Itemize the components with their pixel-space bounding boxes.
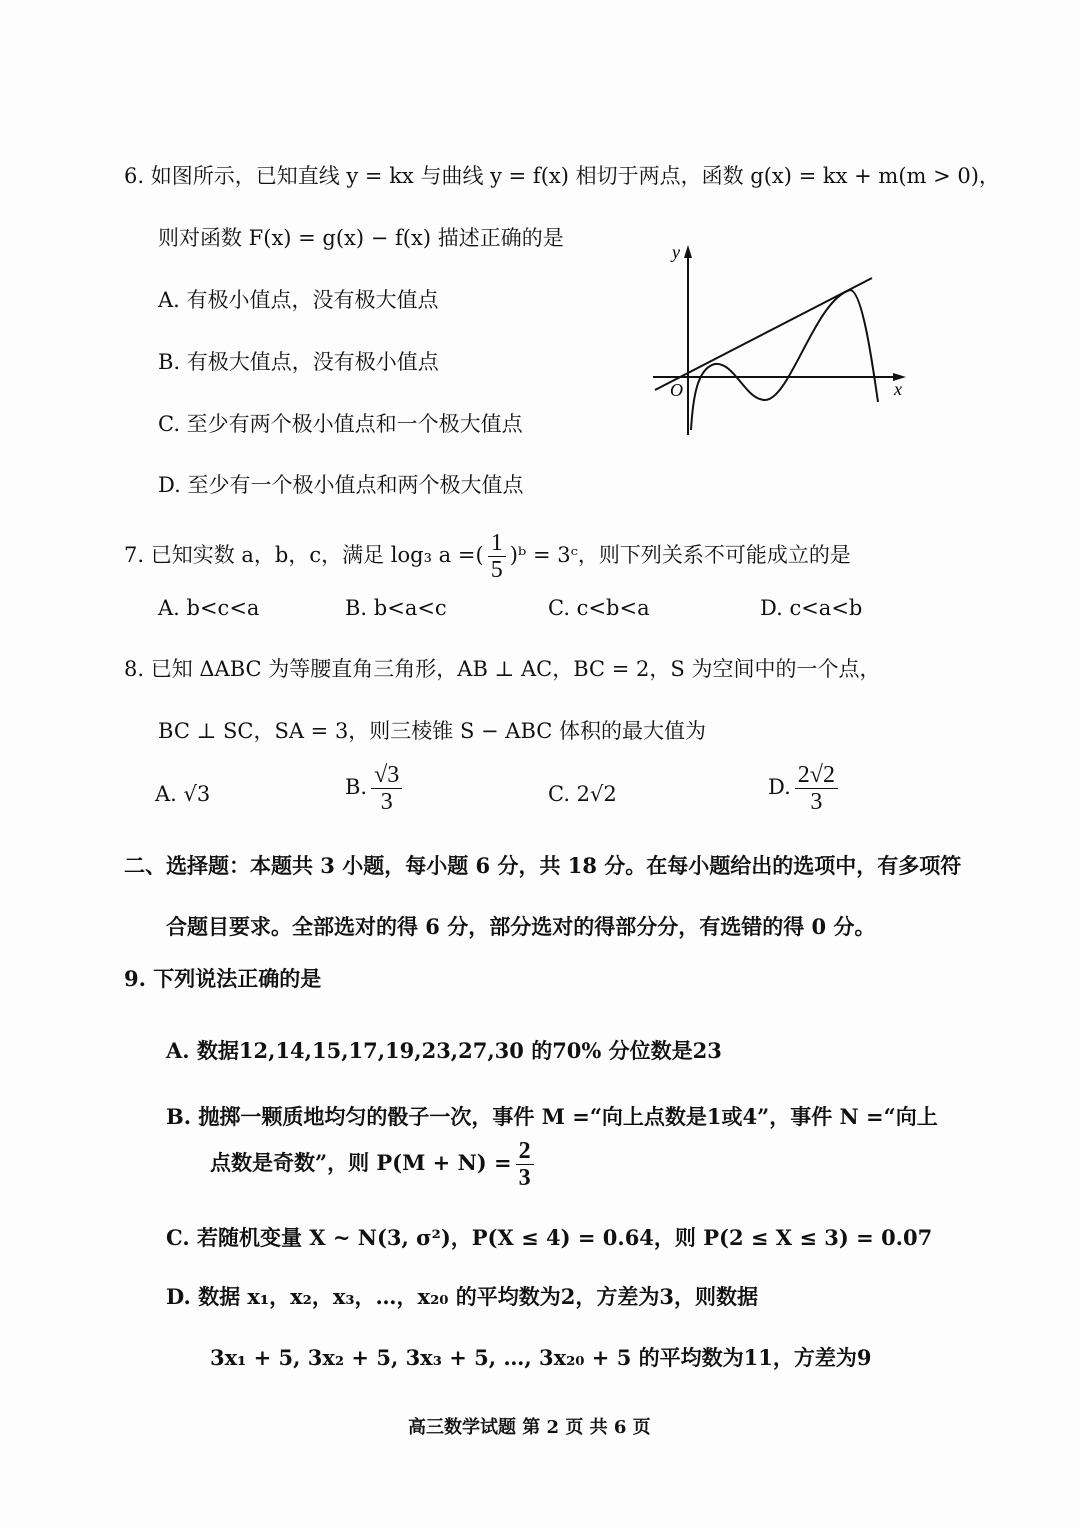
frac-den: 3 (810, 789, 823, 815)
q8-option-d-fraction (795, 762, 838, 815)
section2-heading-line1: 二、选择题：本题共 3 小题，每小题 6 分，共 18 分。在每小题给出的选项中，有多项符 (124, 853, 962, 878)
q7-option-a: A. b<c<a (158, 596, 260, 620)
frac-den: 3 (518, 1165, 531, 1191)
q6-stem-line2: 则对函数 F(x) = g(x) − f(x) 描述正确的是 (158, 226, 564, 250)
q8-option-b (345, 762, 406, 815)
q8-stem-line1: 8. 已知 ΔABC 为等腰直角三角形，AB ⊥ AC，BC = 2，S 为空间中的一个点， (124, 657, 881, 681)
q7-option-d: D. c<a<b (760, 596, 863, 620)
q8-option-d (768, 762, 842, 815)
q7-stem-part1: 7. 已知实数 a，b，c，满足 log₃ a = (124, 543, 476, 567)
origin-label: O (670, 380, 683, 400)
q9-option-d-line2: 3x₁ + 5, 3x₂ + 5, 3x₃ + 5, …, 3x₂₀ + 5 的平均数为11，方差为9 (210, 1345, 872, 1370)
x-axis-label: x (894, 379, 902, 399)
q7-option-c: C. c<b<a (548, 596, 650, 620)
q6-option-b: B. 有极大值点，没有极小值点 (158, 350, 439, 374)
q6-function-graph (640, 240, 920, 440)
q6-option-d: D. 至少有一个极小值点和两个极大值点 (158, 473, 524, 497)
q8-option-c: C. 2√2 (548, 782, 617, 806)
section2-heading-line2: 合题目要求。全部选对的得 6 分，部分选对的得部分分，有选错的得 0 分。 (166, 914, 876, 939)
q9-option-b-text: 点数是奇数”，则 P(M + N) = (210, 1150, 512, 1175)
frac-num: 2√2 (795, 762, 838, 789)
frac-num: √3 (371, 762, 402, 789)
q9-option-a: A. 数据12,14,15,17,19,23,27,30 的70% 分位数是23 (166, 1038, 722, 1063)
q9-option-b-line1: B. 抛掷一颗质地均匀的骰子一次，事件 M =“向上点数是1或4”，事件 N =“向上 (166, 1104, 938, 1129)
q6-option-c: C. 至少有两个极小值点和一个极大值点 (158, 412, 523, 436)
q9-option-d-line1: D. 数据 x₁，x₂，x₃，…，x₂₀ 的平均数为2，方差为3，则数据 (166, 1284, 758, 1309)
frac-den: 3 (380, 789, 393, 815)
q8-option-d-label: D. (768, 775, 791, 799)
q8-stem-line2: BC ⊥ SC，SA = 3，则三棱锥 S − ABC 体积的最大值为 (158, 719, 707, 743)
q9-option-c: C. 若随机变量 X ~ N(3, σ²)，P(X ≤ 4) = 0.64，则 P(2 ≤ X ≤ 3) = 0.07 (166, 1225, 933, 1250)
q6-stem-line1: 6. 如图所示，已知直线 y = kx 与曲线 y = f(x) 相切于两点，函数 g(x) = kx + m(m > 0)， (124, 164, 1000, 188)
frac-num: 2 (516, 1138, 534, 1165)
q7-stem-part2: ᵇ = 3ᶜ，则下列关系不可能成立的是 (517, 543, 851, 567)
q7-option-b: B. b<a<c (345, 596, 447, 620)
q8-option-a: A. √3 (155, 782, 211, 806)
y-axis-arrow-icon (684, 245, 692, 258)
q7-fraction (488, 530, 506, 583)
page-footer: 高三数学试题 第 2 页 共 6 页 (408, 1417, 651, 1438)
q9-option-b-fraction (516, 1138, 534, 1191)
curve-f (691, 290, 878, 430)
q7-stem: 7. 已知实数 a，b，c，满足 log₃ a =( $\frac{1}{5}$ )ᵇ = 3ᶜ，则下列关系不可能成立的是 (124, 530, 851, 583)
q8-option-b-label: B. (345, 775, 368, 799)
q7-frac-den: 5 (490, 557, 503, 583)
q8-option-b-fraction (371, 762, 402, 815)
q6-option-a: A. 有极小值点，没有极大值点 (158, 288, 439, 312)
q9-option-b-line2 (210, 1138, 538, 1191)
q7-frac-num: 1 (488, 530, 506, 557)
q9-stem: 9. 下列说法正确的是 (124, 966, 322, 991)
y-axis-label: y (672, 242, 680, 262)
